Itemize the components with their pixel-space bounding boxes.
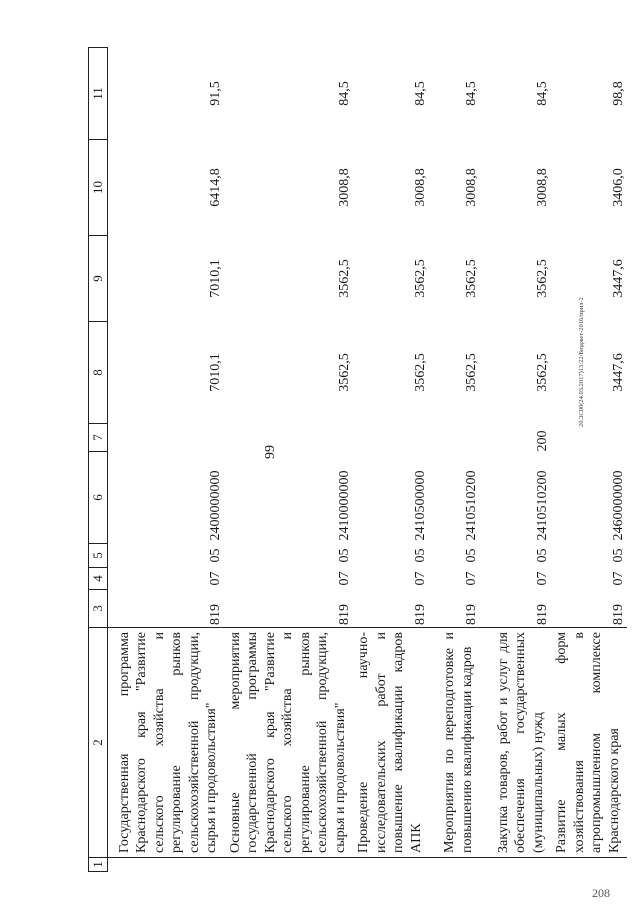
cell-subsection: 05: [463, 548, 479, 563]
cell-target-code: 2410500000: [412, 470, 428, 541]
cell-target-code: 2410510200: [534, 470, 550, 541]
cell-value-col9: 3562,5: [463, 259, 479, 298]
row-name: Основные мероприятия государственной программы Краснодарского края "Развитие сельского хозяйства и регулирование рынков сельскохозяйственной продукции, сырья и продовольствия": [225, 628, 354, 858]
cell-section: 07: [610, 571, 626, 586]
cell-admin-code: 819: [534, 604, 550, 625]
cell-target-code: 2410000000: [336, 470, 352, 541]
cell-subsection: 05: [336, 548, 352, 563]
cell-admin-code: 819: [412, 604, 428, 625]
cell-section: 07: [412, 571, 428, 586]
cell-value-col11: 98,8: [610, 81, 626, 106]
cell-value-col10: 3008,8: [412, 168, 428, 207]
page-number-bottom: 208: [592, 886, 610, 900]
footer-document-code: 20.3С00(24.03.2017)13:22/Бюджет-2016/прил-2: [578, 297, 585, 427]
table-row: [429, 48, 480, 872]
cell-expense-type: [353, 424, 429, 452]
col-header-2: 2: [89, 628, 108, 858]
col-header-8: 8: [89, 322, 108, 424]
cell-value-col11: 84,5: [534, 81, 550, 106]
cell-admin-code: 819: [208, 604, 223, 625]
cell-target-code: 2400000000: [208, 470, 223, 541]
cell-value-col8: 7010,1: [208, 353, 223, 392]
cell-expense-type: [225, 424, 354, 452]
page-number-top: 99: [263, 445, 278, 459]
cell-value-col8: 3562,5: [336, 353, 352, 392]
row-index-cell: [353, 858, 429, 872]
cell-value-col9: 3562,5: [412, 259, 428, 298]
cell-target-code: 2460000000: [610, 470, 626, 541]
cell-subsection: 05: [208, 548, 223, 563]
cell-value-col10: 6414,8: [208, 168, 223, 207]
cell-subsection: 05: [610, 548, 626, 563]
cell-value-col11: 84,5: [412, 81, 428, 106]
cell-value-col11: 84,5: [463, 81, 479, 106]
col-header-3: 3: [89, 590, 108, 628]
row-index-cell: [225, 858, 354, 872]
cell-value-col8: 3562,5: [412, 353, 428, 392]
col-header-4: 4: [89, 568, 108, 590]
cell-expense-type: [429, 424, 480, 452]
cell-expense-type: [107, 424, 225, 452]
budget-table: [88, 47, 627, 872]
table-row: [107, 48, 225, 872]
cell-value-col10: 3008,8: [534, 168, 550, 207]
cell-subsection: 05: [534, 548, 550, 563]
cell-target-code: 2410510200: [463, 470, 479, 541]
cell-admin-code: 819: [463, 604, 479, 625]
row-name: Закупка товаров, работ и услуг для обеспечения государственных (муниципальных) нужд: [480, 628, 551, 858]
cell-subsection: 05: [412, 548, 428, 563]
cell-expense-type: 200: [534, 430, 550, 452]
header-row: [89, 48, 108, 872]
table-row: [225, 48, 354, 872]
col-header-6: 6: [89, 452, 108, 544]
row-index-cell: [429, 858, 480, 872]
col-header-7: 7: [89, 424, 108, 452]
col-header-1: 1: [89, 858, 108, 872]
cell-value-col9: 3562,5: [336, 259, 352, 298]
cell-section: 07: [463, 571, 479, 586]
row-name: Мероприятия по переподготовке и повышению квалификации кадров: [429, 628, 480, 858]
col-header-10: 10: [89, 140, 108, 236]
cell-value-col8: 3562,5: [463, 353, 479, 392]
table-row: [480, 48, 551, 872]
row-name: Развитие малых форм хозяйствования в агропромышленном комплексе Краснодарского края: [551, 628, 627, 858]
cell-value-col9: 3447,6: [610, 259, 626, 298]
row-index-cell: [551, 858, 627, 872]
cell-value-col10: 3008,8: [336, 168, 352, 207]
row-index-cell: [107, 858, 225, 872]
cell-admin-code: 819: [336, 604, 352, 625]
cell-section: 07: [208, 571, 223, 586]
row-name: Государственная программа Краснодарского края "Развитие сельского хозяйства и регулирование рынков сельскохозяйственной продукции, сырья и продовольствия": [107, 628, 225, 858]
cell-value-col11: 84,5: [336, 81, 352, 106]
cell-expense-type: [551, 424, 627, 452]
cell-section: 07: [534, 571, 550, 586]
cell-value-col8: 3447,6: [610, 353, 626, 392]
cell-admin-code: 819: [610, 604, 626, 625]
table-row: [353, 48, 429, 872]
cell-value-col9: 7010,1: [208, 259, 223, 298]
cell-value-col11: 91,5: [208, 81, 223, 106]
cell-value-col10: 3406,0: [610, 168, 626, 207]
col-header-11: 11: [89, 48, 108, 140]
row-index-cell: [480, 858, 551, 872]
col-header-5: 5: [89, 544, 108, 568]
col-header-9: 9: [89, 236, 108, 322]
cell-section: 07: [336, 571, 352, 586]
cell-value-col9: 3562,5: [534, 259, 550, 298]
cell-value-col10: 3008,8: [463, 168, 479, 207]
cell-value-col8: 3562,5: [534, 353, 550, 392]
table-row: [551, 48, 627, 872]
row-name: Проведение научно-исследовательских работ и повышение квалификации кадров АПК: [353, 628, 429, 858]
